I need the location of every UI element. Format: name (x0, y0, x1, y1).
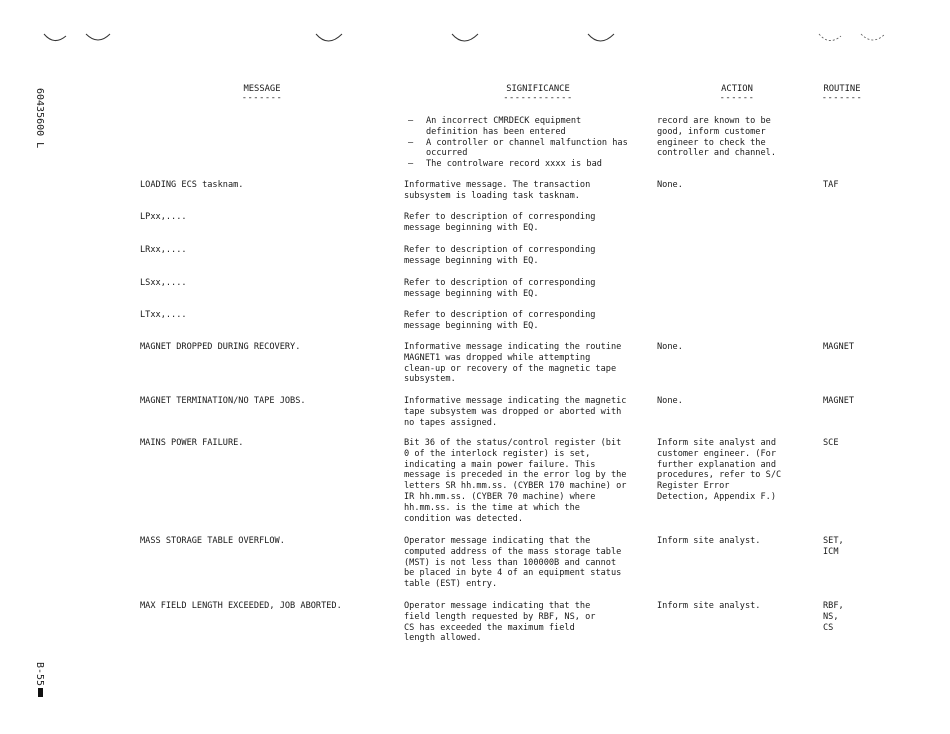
list-item: – An incorrect CMRDECK equipment definition has been entered (404, 116, 654, 138)
row-message: MAINS POWER FAILURE. (140, 438, 244, 448)
header-message: MESSAGE ------- (241, 84, 283, 103)
row-significance: Operator message indicating that the computed address of the mass storage table (MST) is not less than 100000B and cannot be placed in byte 4 of an equipment status table (EST) entry. (404, 536, 622, 590)
row-message: MAGNET DROPPED DURING RECOVERY. (140, 342, 301, 352)
list-item: – A controller or channel malfunction has occurred (404, 138, 654, 160)
row-message: LRxx,.... (140, 245, 187, 255)
row-routine: MAGNET (823, 342, 855, 352)
row-message: MASS STORAGE TABLE OVERFLOW. (140, 536, 285, 546)
page-marker-bar (38, 688, 43, 697)
row-significance: Refer to description of corresponding message beginning with EQ. (404, 245, 596, 266)
page-number: B-55 (34, 662, 45, 687)
row-action: Inform site analyst. (657, 536, 761, 546)
row-message: LOADING ECS tasknam. (140, 180, 244, 190)
continuation-action: record are known to be good, inform customer engineer to check the controller and channel. (657, 116, 776, 159)
row-action: None. (657, 396, 683, 406)
row-routine: TAF (823, 180, 839, 190)
row-routine: SCE (823, 438, 839, 448)
row-significance: Refer to description of corresponding message beginning with EQ. (404, 212, 596, 233)
header-significance: SIGNIFICANCE ------------ (503, 84, 573, 103)
row-action: None. (657, 180, 683, 190)
row-action: Inform site analyst. (657, 601, 761, 611)
hole-arc-icon (815, 30, 895, 50)
row-message: LSxx,.... (140, 278, 187, 288)
row-significance: Informative message indicating the routine MAGNET1 was dropped while attempting clean-up or recovery of the magnetic tape subsystem. (404, 342, 622, 385)
row-significance: Refer to description of corresponding message beginning with EQ. (404, 310, 596, 331)
row-significance: Bit 36 of the status/control register (bit 0 of the interlock register) is set, indicating a main power failure. This message is preceded in the error log by the letters SR hh.mm.ss. (CYBER 170 machine) or IR hh.mm.ss. (CYBER 70 machine) where hh.mm.ss. is the time at which the condition was detected. (404, 438, 627, 524)
row-routine: RBF, NS, CS (823, 601, 844, 633)
document-number: 60435600 L (34, 88, 45, 149)
row-message: LTxx,.... (140, 310, 187, 320)
row-significance: Informative message indicating the magnetic tape subsystem was dropped or aborted with no tapes assigned. (404, 396, 627, 428)
list-item: – The controlware record xxxx is bad (404, 159, 654, 170)
row-routine: SET, ICM (823, 536, 844, 557)
hole-arc-icon (448, 30, 488, 50)
row-significance: Informative message. The transaction subsystem is loading task tasknam. (404, 180, 591, 201)
binder-hole-marks (0, 30, 950, 60)
row-significance: Operator message indicating that the field length requested by RBF, NS, or CS has exceeded the maximum field length allowed. (404, 601, 596, 644)
row-action: Inform site analyst and customer engineer. (For further explanation and procedures, refer to S/C Register Error Detection, Appendix F.) (657, 438, 782, 502)
row-routine: MAGNET (823, 396, 855, 406)
hole-arc-icon (40, 30, 120, 50)
row-message: LPxx,.... (140, 212, 187, 222)
hole-arc-icon (312, 30, 352, 50)
row-significance: Refer to description of corresponding message beginning with EQ. (404, 278, 596, 299)
continuation-significance (404, 116, 654, 170)
header-routine: ROUTINE ------- (821, 84, 863, 103)
header-action: ACTION ------ (719, 84, 755, 103)
row-action: None. (657, 342, 683, 352)
hole-arc-icon (584, 30, 624, 50)
row-message: MAX FIELD LENGTH EXCEEDED, JOB ABORTED. (140, 601, 342, 611)
row-message: MAGNET TERMINATION/NO TAPE JOBS. (140, 396, 306, 406)
